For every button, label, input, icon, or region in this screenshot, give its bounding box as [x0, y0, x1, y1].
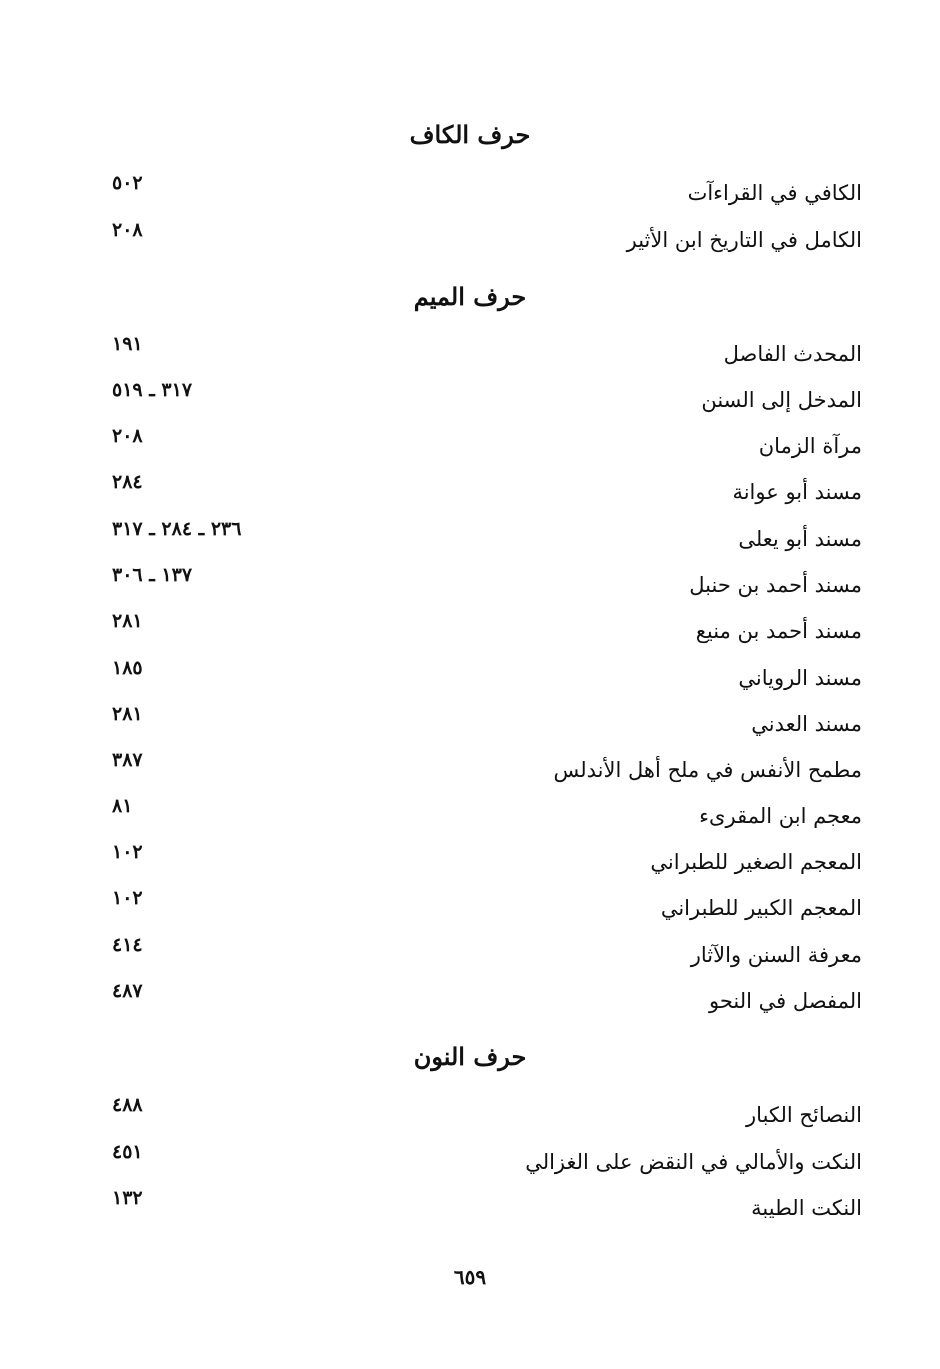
index-entry [0, 980, 940, 1018]
index-entry [0, 934, 940, 972]
index-entry [0, 749, 940, 787]
index-entry [0, 379, 940, 417]
entry-pages: ٤١٤ [112, 934, 143, 956]
entry-title: الكافي في القراءآت [687, 181, 862, 205]
entry-title: النكت الطيبة [751, 1196, 862, 1220]
entry-title: مرآة الزمان [758, 434, 862, 458]
entry-pages: ٤٥١ [112, 1141, 143, 1163]
entry-pages: ٤٨٨ [112, 1094, 143, 1116]
entry-title: المفصل في النحو [709, 989, 862, 1013]
entry-pages: ٢٨١ [112, 610, 143, 632]
entry-title: مطمح الأنفس في ملح أهل الأندلس [553, 758, 862, 782]
section-heading-mim: حرف الميم [413, 282, 527, 311]
entry-pages: ٢٨٤ [112, 471, 143, 493]
entry-pages: ١٣٧ ـ ٣٠٦ [112, 564, 193, 586]
entry-pages: ١٠٢ [112, 841, 143, 863]
section-heading-kaf: حرف الكاف [409, 120, 531, 149]
index-entry [0, 795, 940, 833]
entry-pages: ٥٠٢ [112, 172, 143, 194]
entry-pages: ١٠٢ [112, 887, 143, 909]
entry-pages: ٨١ [112, 795, 133, 817]
entry-pages: ٢٠٨ [112, 425, 143, 447]
index-entry [0, 887, 940, 925]
entry-title: مسند الروياني [738, 666, 862, 690]
entry-title: المعجم الصغير للطبراني [650, 850, 862, 874]
entry-title: معجم ابن المقرىء [699, 804, 862, 828]
entry-pages: ٣٨٧ [112, 749, 143, 771]
index-entry [0, 219, 940, 257]
entry-pages: ٣١٧ ـ ٥١٩ [112, 379, 193, 401]
index-entry [0, 703, 940, 741]
entry-title: معرفة السنن والآثار [690, 943, 862, 967]
entry-title: المدخل إلى السنن [701, 388, 862, 412]
page-number: ٦٥٩ [453, 1265, 487, 1289]
entry-title: مسند أحمد بن منيع [695, 619, 862, 643]
entry-pages: ٤٨٧ [112, 980, 143, 1002]
index-entry [0, 471, 940, 509]
index-entry [0, 657, 940, 695]
entry-title: المعجم الكبير للطبراني [660, 896, 862, 920]
entry-title: الكامل في التاريخ ابن الأثير [626, 228, 862, 252]
entry-title: مسند العدني [751, 712, 862, 736]
entry-pages: ١٨٥ [112, 657, 143, 679]
index-entry [0, 333, 940, 371]
entry-pages: ٢٠٨ [112, 219, 143, 241]
section-heading-nun: حرف النون [413, 1042, 527, 1071]
entry-pages: ٢٨١ [112, 703, 143, 725]
entry-pages: ١٩١ [112, 333, 143, 355]
entry-title: المحدث الفاصل [723, 342, 862, 366]
index-entry [0, 425, 940, 463]
index-entry [0, 841, 940, 879]
index-entry [0, 564, 940, 602]
entry-title: النصائح الكبار [746, 1103, 862, 1127]
entry-title: مسند أبو عوانة [732, 480, 862, 504]
index-entry [0, 1187, 940, 1225]
index-entry [0, 1141, 940, 1179]
entry-title: مسند أبو يعلى [738, 527, 862, 551]
entry-pages: ٢٣٦ ـ ٢٨٤ ـ ٣١٧ [112, 518, 242, 540]
index-entry [0, 172, 940, 210]
entry-title: مسند أحمد بن حنبل [689, 573, 862, 597]
entry-title: النكت والأمالي في النقض على الغزالي [525, 1150, 862, 1174]
entry-pages: ١٣٢ [112, 1187, 143, 1209]
index-entry [0, 518, 940, 556]
index-entry [0, 1094, 940, 1132]
index-entry [0, 610, 940, 648]
